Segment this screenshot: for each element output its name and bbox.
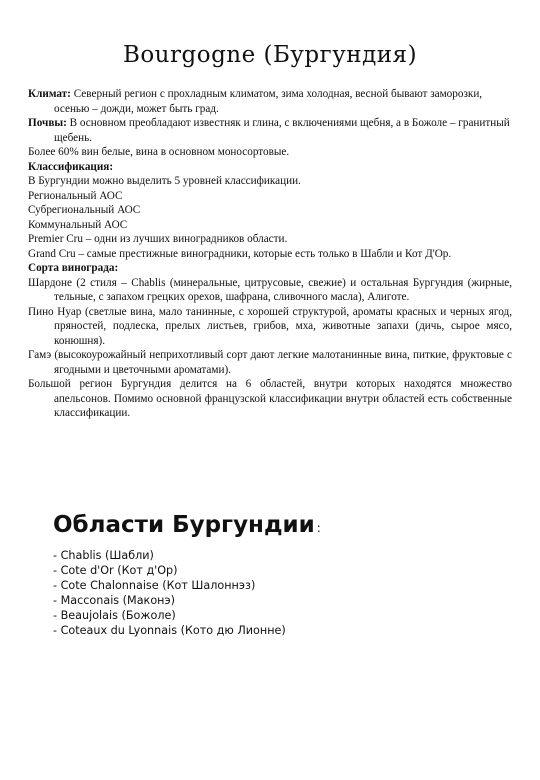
grape-paragraph: Гамэ (высокоурожайный неприхотливый сорт дают легкие малотанинные вина, питкие, фруктовые с ягодными и цветочными ароматами). — [28, 349, 512, 376]
climate-paragraph — [28, 87, 512, 116]
grape-paragraph: Пино Нуар (светлые вина, мало танинные, с хорошей структурой, ароматы красных и черных ягод, пряностей, подлеска, прелых листьев, грибов, мха, животные запахи (дичь, сырое мясо, конюшня). — [28, 305, 512, 347]
grape-paragraph: Шардоне (2 стиля – Chablis (минеральные, цитрусовые, свежие) и остальная Бургундия (жирные, тельные, с запахом грецких орехов, шафрана, сливочного масла), Алиготе. — [28, 276, 512, 303]
grapes-heading — [28, 261, 512, 276]
regions-heading-colon: : — [316, 521, 321, 535]
classification-level: Grand Cru – самые престижные виноградники, которые есть только в Шабли и Кот Д'Ор. — [28, 247, 452, 260]
soils-paragraph — [28, 116, 512, 145]
list-item: - Cote Chalonnaise (Кот Шалоннэз) — [53, 579, 256, 592]
body-text — [28, 87, 512, 421]
classification-level: Субрегиональный АОС — [28, 204, 141, 216]
classification-level: Региональный АОС — [28, 189, 123, 202]
regions-list — [53, 548, 286, 638]
grapes-label: Сорта винограда: — [28, 262, 119, 274]
classification-intro: В Бургундии можно выделить 5 уровней классификации. — [28, 175, 301, 187]
classification-heading — [28, 160, 512, 175]
list-item: - Cote d'Or (Кот д'Ор) — [53, 564, 178, 577]
page-title: Bourgogne (Бургундия) — [122, 42, 418, 68]
classification-level: Коммунальный АОС — [28, 218, 128, 231]
list-item: - Beaujolais (Божоле) — [53, 609, 176, 622]
list-item: - Macconais (Маконэ) — [53, 594, 175, 607]
classification-level: Premier Cru – одни из лучших виноградников области. — [28, 233, 288, 245]
regions-heading — [53, 512, 321, 538]
regions-summary-paragraph: Большой регион Бургундия делится на 6 областей, внутри которых находятся множество апельсонов. Помимо основной французской классификации внутри областей есть собственные классификации. — [28, 378, 512, 419]
white-share-line: Более 60% вин белые, вина в основном моносортовые. — [28, 146, 290, 158]
soils-text: В основном преобладают известняк и глина, с включениями щебня, а в Божоле – гранитный щебень. — [54, 117, 510, 144]
list-item: - Chablis (Шабли) — [53, 549, 154, 562]
soils-label: Почвы: — [28, 117, 67, 129]
climate-label: Климат: — [28, 88, 71, 100]
climate-text: Северный регион с прохладным климатом, зима холодная, весной бывают заморозки, осенью – дожди, может быть град. — [54, 88, 483, 115]
list-item: - Coteaux du Lyonnais (Кото дю Лионне) — [53, 624, 286, 637]
regions-heading-text: Области Бургундии — [53, 512, 315, 538]
classification-label: Классификация: — [28, 160, 114, 173]
